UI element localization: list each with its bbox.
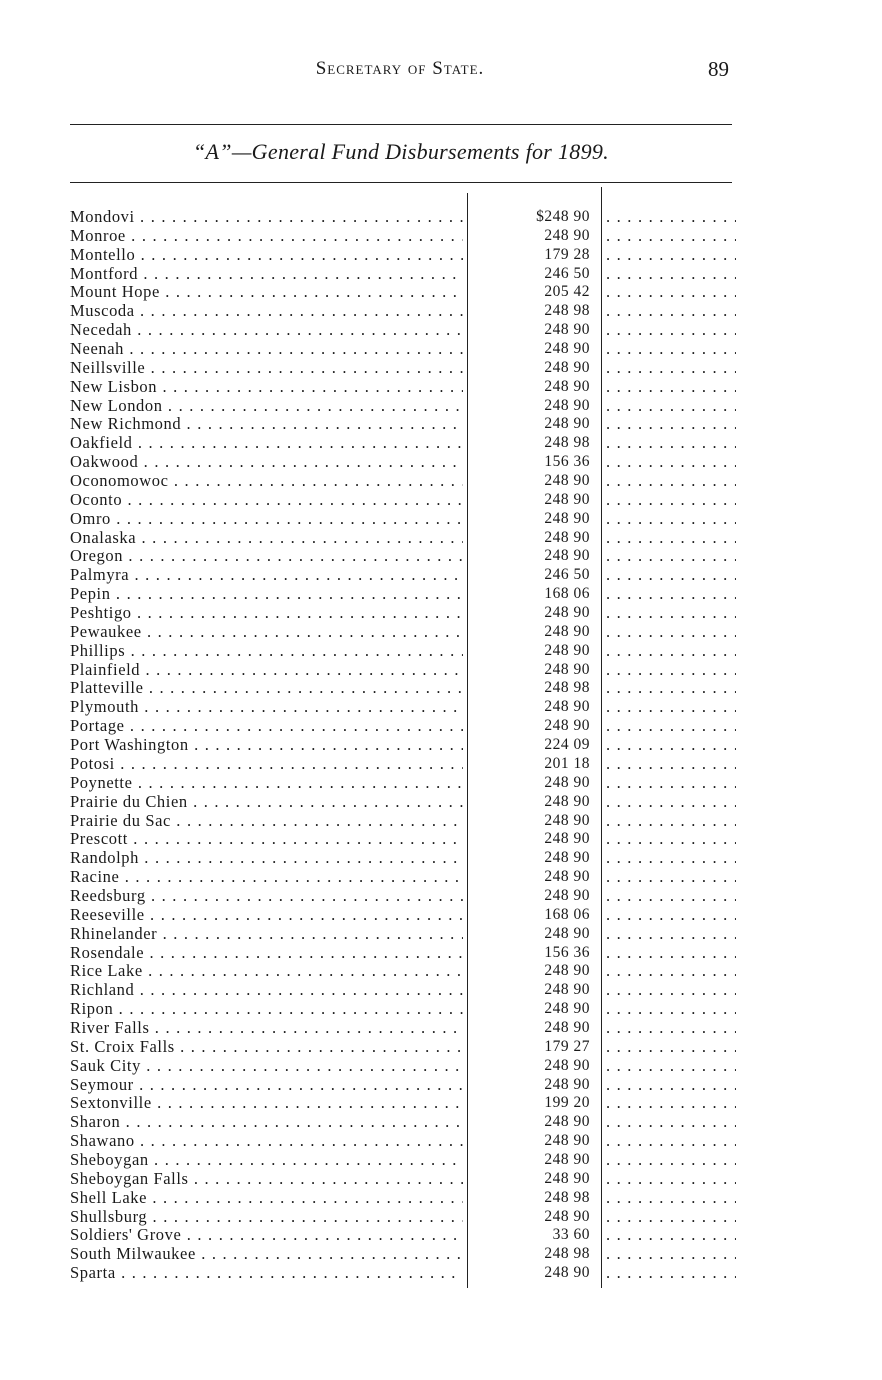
disbursement-amount: 248 90 xyxy=(544,1169,590,1187)
municipality-name: Mondovi . . . xyxy=(70,208,463,227)
municipality-name: Rhinelander . . . xyxy=(70,925,463,944)
empty-column-leader xyxy=(606,906,736,925)
empty-column-leader xyxy=(606,887,736,906)
municipality-name: Palmyra . . . xyxy=(70,566,463,585)
table-row xyxy=(70,1226,738,1245)
disbursement-amount: 248 90 xyxy=(544,509,590,527)
page-number: 89 xyxy=(708,57,729,81)
table-row xyxy=(70,698,738,717)
municipality-name: Port Washington . . . xyxy=(70,736,463,755)
empty-column-leader xyxy=(606,227,736,246)
empty-column-leader xyxy=(606,1057,736,1076)
disbursement-amount: $248 90 xyxy=(536,208,590,225)
empty-column-leader xyxy=(606,378,736,397)
table-row xyxy=(70,1113,738,1132)
table-row xyxy=(70,1189,738,1208)
table-row xyxy=(70,944,738,963)
disbursement-amount: 248 90 xyxy=(544,472,590,490)
disbursement-amount: 248 90 xyxy=(544,773,590,791)
municipality-name: Ripon . . . xyxy=(70,1000,463,1019)
disbursement-amount: 248 90 xyxy=(544,981,590,999)
table-row xyxy=(70,623,738,642)
municipality-name: Pewaukee . . . xyxy=(70,623,463,642)
table-row xyxy=(70,1170,738,1189)
municipality-name: Randolph . . . xyxy=(70,849,463,868)
table-row xyxy=(70,1208,738,1227)
empty-column-leader xyxy=(606,491,736,510)
disbursement-amount: 248 90 xyxy=(544,415,590,433)
disbursement-amount: 205 42 xyxy=(544,283,590,301)
municipality-name: St. Croix Falls . . . xyxy=(70,1038,463,1057)
disbursement-amount: 248 90 xyxy=(544,358,590,376)
empty-column-leader xyxy=(606,1076,736,1095)
empty-column-leader xyxy=(606,1170,736,1189)
table-row xyxy=(70,962,738,981)
table-row xyxy=(70,378,738,397)
empty-column-leader xyxy=(606,717,736,736)
municipality-name: Oakwood . . . xyxy=(70,453,463,472)
disbursement-amount: 248 90 xyxy=(544,1000,590,1018)
municipality-name: Potosi . . . xyxy=(70,755,463,774)
disbursement-amount: 156 36 xyxy=(544,943,590,961)
municipality-name: Shawano . . . xyxy=(70,1132,463,1151)
empty-column-leader xyxy=(606,283,736,302)
disbursement-amount: 248 98 xyxy=(544,434,590,452)
municipality-name: Portage . . . xyxy=(70,717,463,736)
disbursement-amount: 248 90 xyxy=(544,811,590,829)
table-row xyxy=(70,453,738,472)
empty-column-leader xyxy=(606,434,736,453)
empty-column-leader xyxy=(606,981,736,1000)
empty-column-leader xyxy=(606,1245,736,1264)
table-title: “A”—General Fund Disbursements for 1899. xyxy=(193,139,609,164)
empty-column-leader xyxy=(606,679,736,698)
table-row xyxy=(70,1076,738,1095)
table-row xyxy=(70,679,738,698)
table-row xyxy=(70,340,738,359)
disbursement-amount: 248 90 xyxy=(544,340,590,358)
empty-column-leader xyxy=(606,1189,736,1208)
empty-column-leader xyxy=(606,1019,736,1038)
table-row xyxy=(70,830,738,849)
table-row xyxy=(70,397,738,416)
disbursement-amount: 248 90 xyxy=(544,1207,590,1225)
disbursement-amount: 248 90 xyxy=(544,924,590,942)
municipality-name: Shullsburg . . . xyxy=(70,1208,463,1227)
table-row xyxy=(70,887,738,906)
disbursement-amount: 224 09 xyxy=(544,736,590,754)
table-row xyxy=(70,793,738,812)
municipality-name: Sheboygan Falls . . . xyxy=(70,1170,463,1189)
empty-column-leader xyxy=(606,1038,736,1057)
municipality-name: Necedah . . . xyxy=(70,321,463,340)
municipality-name: New London . . . xyxy=(70,397,463,416)
empty-column-leader xyxy=(606,1000,736,1019)
disbursement-amount: 248 98 xyxy=(544,1245,590,1263)
table-row xyxy=(70,1132,738,1151)
municipality-name: Racine . . . xyxy=(70,868,463,887)
empty-column-leader xyxy=(606,604,736,623)
table-row xyxy=(70,736,738,755)
municipality-name: Poynette . . . xyxy=(70,774,463,793)
empty-column-leader xyxy=(606,830,736,849)
table-row xyxy=(70,321,738,340)
municipality-name: New Lisbon . . . xyxy=(70,378,463,397)
disbursement-amount: 199 20 xyxy=(544,1094,590,1112)
empty-column-leader xyxy=(606,302,736,321)
table-row xyxy=(70,906,738,925)
disbursement-amount: 201 18 xyxy=(544,754,590,772)
disbursement-amount: 179 28 xyxy=(544,245,590,263)
table-row xyxy=(70,849,738,868)
municipality-name: New Richmond . . . xyxy=(70,415,463,434)
empty-column-leader xyxy=(606,962,736,981)
empty-column-leader xyxy=(606,661,736,680)
table-row xyxy=(70,642,738,661)
disbursement-amount: 248 90 xyxy=(544,1113,590,1131)
empty-column-leader xyxy=(606,510,736,529)
disbursement-amount: 248 90 xyxy=(544,717,590,735)
municipality-name: Oregon . . . xyxy=(70,547,463,566)
table-row xyxy=(70,491,738,510)
table-row xyxy=(70,208,738,227)
disbursement-amount: 246 50 xyxy=(544,264,590,282)
municipality-name: Phillips . . . xyxy=(70,642,463,661)
empty-column-leader xyxy=(606,774,736,793)
empty-column-leader xyxy=(606,944,736,963)
table-row xyxy=(70,283,738,302)
table-row xyxy=(70,585,738,604)
disbursement-amount: 248 90 xyxy=(544,622,590,640)
municipality-name: Platteville . . . xyxy=(70,679,463,698)
header-rule xyxy=(70,124,732,125)
empty-column-leader xyxy=(606,321,736,340)
table-row xyxy=(70,1245,738,1264)
table-row xyxy=(70,925,738,944)
municipality-name: Richland . . . xyxy=(70,981,463,1000)
table-row xyxy=(70,604,738,623)
disbursement-amount: 248 90 xyxy=(544,1150,590,1168)
disbursement-amount: 248 90 xyxy=(544,396,590,414)
table-row xyxy=(70,1057,738,1076)
municipality-name: Oconomowoc . . . xyxy=(70,472,463,491)
running-header: Secretary of State. xyxy=(315,58,485,79)
municipality-name: Neillsville . . . xyxy=(70,359,463,378)
table-row xyxy=(70,547,738,566)
municipality-name: Sextonville . . . xyxy=(70,1094,463,1113)
disbursement-amount: 248 90 xyxy=(544,1264,590,1282)
disbursement-amount: 168 06 xyxy=(544,585,590,603)
empty-column-leader xyxy=(606,246,736,265)
municipality-name: Rice Lake . . . xyxy=(70,962,463,981)
table-row xyxy=(70,246,738,265)
disbursement-amount: 248 90 xyxy=(544,660,590,678)
disbursement-amount: 248 98 xyxy=(544,302,590,320)
municipality-name: Reedsburg . . . xyxy=(70,887,463,906)
municipality-name: Soldiers' Grove . . . xyxy=(70,1226,463,1245)
disbursement-amount: 248 90 xyxy=(544,698,590,716)
disbursement-amount: 248 90 xyxy=(544,849,590,867)
empty-column-leader xyxy=(606,642,736,661)
municipality-name: Sharon . . . xyxy=(70,1113,463,1132)
municipality-name: Oconto . . . xyxy=(70,491,463,510)
disbursement-amount: 248 90 xyxy=(544,962,590,980)
table-row xyxy=(70,717,738,736)
municipality-name: Plymouth . . . xyxy=(70,698,463,717)
disbursement-amount: 248 90 xyxy=(544,604,590,622)
municipality-name: Muscoda . . . xyxy=(70,302,463,321)
table-row xyxy=(70,1094,738,1113)
empty-column-leader xyxy=(606,849,736,868)
table-row xyxy=(70,566,738,585)
empty-column-leader xyxy=(606,453,736,472)
empty-column-leader xyxy=(606,1264,736,1283)
table-row xyxy=(70,359,738,378)
municipality-name: Montford . . . xyxy=(70,265,463,284)
empty-column-leader xyxy=(606,415,736,434)
table-row xyxy=(70,755,738,774)
empty-column-leader xyxy=(606,1208,736,1227)
table-row xyxy=(70,981,738,1000)
table-row xyxy=(70,868,738,887)
table-row xyxy=(70,1264,738,1283)
empty-column-leader xyxy=(606,208,736,227)
empty-column-leader xyxy=(606,793,736,812)
municipality-name: Peshtigo . . . xyxy=(70,604,463,623)
municipality-name: Reeseville . . . xyxy=(70,906,463,925)
municipality-name: Oakfield . . . xyxy=(70,434,463,453)
table-row xyxy=(70,227,738,246)
table-row xyxy=(70,1151,738,1170)
table-row xyxy=(70,812,738,831)
disbursement-amount: 156 36 xyxy=(544,453,590,471)
empty-column-leader xyxy=(606,359,736,378)
empty-column-leader xyxy=(606,1151,736,1170)
disbursement-amount: 248 90 xyxy=(544,490,590,508)
disbursement-amount: 33 60 xyxy=(552,1226,590,1244)
disbursement-amount: 248 90 xyxy=(544,1056,590,1074)
table-row xyxy=(70,265,738,284)
municipality-name: Prairie du Sac . . . xyxy=(70,812,463,831)
table-row xyxy=(70,774,738,793)
table-row xyxy=(70,472,738,491)
disbursement-amount: 248 90 xyxy=(544,886,590,904)
empty-column-leader xyxy=(606,812,736,831)
disbursement-amount: 248 90 xyxy=(544,547,590,565)
disbursement-amount: 248 90 xyxy=(544,321,590,339)
municipality-name: Prairie du Chien . . . xyxy=(70,793,463,812)
empty-column-leader xyxy=(606,755,736,774)
disbursement-amount: 248 90 xyxy=(544,1018,590,1036)
municipality-name: Onalaska . . . xyxy=(70,529,463,548)
disbursement-amount: 248 90 xyxy=(544,641,590,659)
municipality-name: Monroe . . . xyxy=(70,227,463,246)
empty-column-leader xyxy=(606,566,736,585)
municipality-name: Montello . . . xyxy=(70,246,463,265)
empty-column-leader xyxy=(606,736,736,755)
municipality-name: Omro . . . xyxy=(70,510,463,529)
municipality-name: Seymour . . . xyxy=(70,1076,463,1095)
empty-column-leader xyxy=(606,698,736,717)
empty-column-leader xyxy=(606,547,736,566)
disbursement-amount: 248 90 xyxy=(544,792,590,810)
empty-column-leader xyxy=(606,1094,736,1113)
disbursement-amount: 248 98 xyxy=(544,1188,590,1206)
municipality-name: Sauk City . . . xyxy=(70,1057,463,1076)
empty-column-leader xyxy=(606,623,736,642)
empty-column-leader xyxy=(606,397,736,416)
disbursement-table xyxy=(70,208,738,1283)
municipality-name: Plainfield . . . xyxy=(70,661,463,680)
municipality-name: Pepin . . . xyxy=(70,585,463,604)
disbursement-amount: 248 90 xyxy=(544,830,590,848)
empty-column-leader xyxy=(606,1113,736,1132)
empty-column-leader xyxy=(606,529,736,548)
disbursement-amount: 246 50 xyxy=(544,566,590,584)
disbursement-amount: 248 90 xyxy=(544,1132,590,1150)
municipality-name: River Falls . . . xyxy=(70,1019,463,1038)
table-row xyxy=(70,415,738,434)
municipality-name: Neenah . . . xyxy=(70,340,463,359)
empty-column-leader xyxy=(606,340,736,359)
table-row xyxy=(70,661,738,680)
table-row xyxy=(70,510,738,529)
municipality-name: Sheboygan . . . xyxy=(70,1151,463,1170)
disbursement-amount: 179 27 xyxy=(544,1037,590,1055)
table-row xyxy=(70,1038,738,1057)
municipality-name: Sparta . . . xyxy=(70,1264,463,1283)
disbursement-amount: 168 06 xyxy=(544,905,590,923)
empty-column-leader xyxy=(606,1226,736,1245)
table-row xyxy=(70,434,738,453)
disbursement-amount: 248 90 xyxy=(544,1075,590,1093)
table-row xyxy=(70,1000,738,1019)
disbursement-amount: 248 90 xyxy=(544,377,590,395)
disbursement-amount: 248 90 xyxy=(544,226,590,244)
empty-column-leader xyxy=(606,1132,736,1151)
empty-column-leader xyxy=(606,585,736,604)
table-row xyxy=(70,1019,738,1038)
municipality-name: Mount Hope . . . xyxy=(70,283,463,302)
disbursement-amount: 248 90 xyxy=(544,528,590,546)
municipality-name: South Milwaukee . . . xyxy=(70,1245,463,1264)
disbursement-amount: 248 98 xyxy=(544,679,590,697)
empty-column-leader xyxy=(606,265,736,284)
empty-column-leader xyxy=(606,925,736,944)
empty-column-leader xyxy=(606,868,736,887)
municipality-name: Shell Lake . . . xyxy=(70,1189,463,1208)
municipality-name: Prescott . . . xyxy=(70,830,463,849)
municipality-name: Rosendale . . . xyxy=(70,944,463,963)
table-row xyxy=(70,529,738,548)
disbursement-amount: 248 90 xyxy=(544,868,590,886)
table-top-rule xyxy=(70,182,732,183)
empty-column-leader xyxy=(606,472,736,491)
table-row xyxy=(70,302,738,321)
